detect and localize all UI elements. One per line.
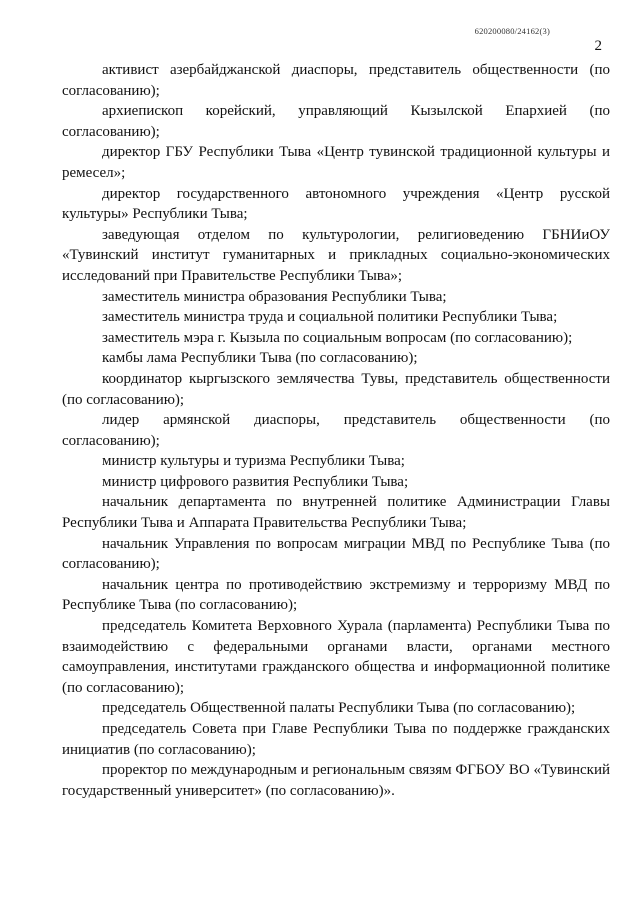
list-item: председатель Совета при Главе Республики Тыва по поддержке гражданских инициатив (по согласованию); (62, 721, 610, 758)
list-item: председатель Общественной палаты Республики Тыва (по согласованию); (102, 700, 576, 717)
list-item: начальник департамента по внутренней политике Администрации Главы Республики Тыва и Аппарата Правительства Республики Тыва; (62, 494, 610, 532)
list-item: заместитель министра образования Республики Тыва; (102, 288, 447, 305)
list-item: заместитель министра труда и социальной политики Республики Тыва; (102, 309, 558, 326)
list-item: заведующая отделом по культурологии, религиоведению ГБНИиОУ «Тувинский институт гуманитарных и прикладных социально-экономических исследований при Правительстве Республики Тыва»; (62, 226, 610, 284)
document-code: 620200080/24162(3) (474, 26, 550, 36)
list-item: министр цифрового развития Республики Тыва; (102, 473, 409, 490)
list-item: начальник центра по противодействию экстремизму и терроризму МВД по Республике Тыва (по согласованию); (62, 576, 610, 614)
member-list (62, 60, 610, 801)
list-item: директор государственного автономного учреждения «Центр русской культуры» Республики Тыва; (62, 185, 610, 223)
list-item: координатор кыргызского землячества Тувы, представитель общественности (по согласованию); (62, 370, 610, 408)
list-item: министр культуры и туризма Республики Тыва; (102, 453, 405, 470)
list-item: председатель Комитета Верховного Хурала (парламента) Республики Тыва по взаимодействию с федеральными органами власти, органами местного самоуправления, институтами гражданского общества и информационной политике (по согласованию); (62, 618, 610, 696)
list-item: проректор по международным и региональным связям ФГБОУ ВО «Тувинский государственный университет» (по согласованию)». (62, 762, 610, 799)
page-number: 2 (594, 38, 602, 54)
list-item: заместитель мэра г. Кызыла по социальным вопросам (по согласованию); (102, 329, 573, 346)
list-item: активист азербайджанской диаспоры, представитель общественности (по согласованию); (62, 62, 610, 99)
list-item: камбы лама Республики Тыва (по согласованию); (102, 350, 418, 367)
list-item: директор ГБУ Республики Тыва «Центр тувинской традиционной культуры и ремесел»; (62, 144, 610, 181)
list-item: начальник Управления по вопросам миграции МВД по Республике Тыва (по согласованию); (62, 535, 610, 573)
list-item: лидер армянской диаспоры, представитель общественности (по согласованию); (62, 412, 610, 449)
list-item: архиепископ корейский, управляющий Кызылской Епархией (по согласованию); (62, 103, 610, 140)
